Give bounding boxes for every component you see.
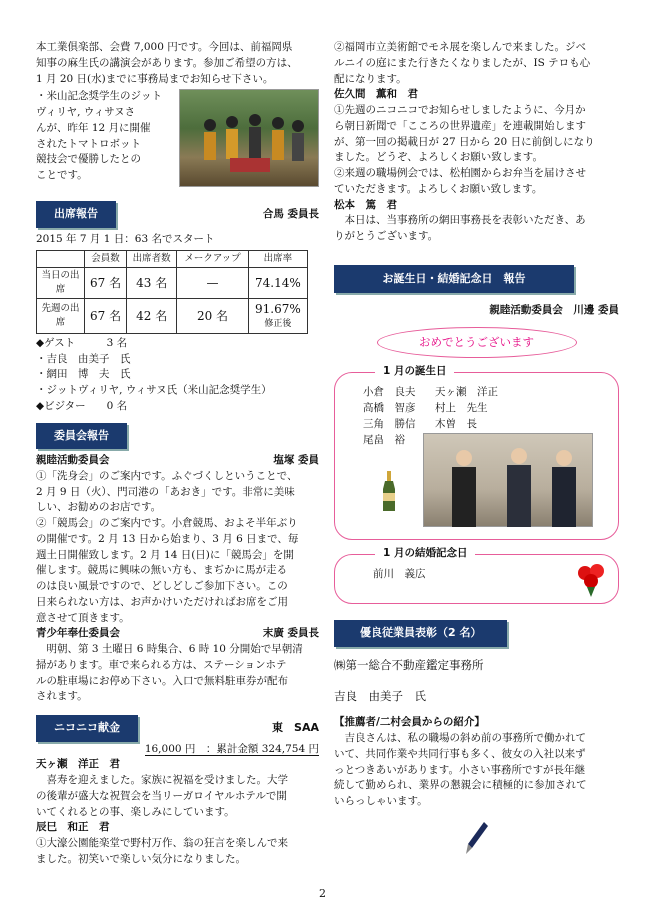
text-line: ルの駐車場にお停め下さい。入口で無料駐車券が配布 (36, 674, 288, 687)
text-line: の後輩が盛大な祝賀会を当リーガロイヤルホテルで開 (36, 789, 287, 802)
champagne-bottle-icon (379, 471, 399, 513)
right-column (334, 40, 619, 862)
committee-section (36, 423, 319, 706)
text-line: ら朝日新聞で「こころの世界遺産」を連載開始します (334, 119, 586, 132)
cell-attendees: 43 名 (127, 267, 177, 299)
scholar-line: んが、昨年 12 月に開催 (36, 121, 151, 134)
guest-item: ・網田 博 夫 氏 (36, 368, 131, 381)
cell-rate: 74.14% (248, 267, 307, 299)
text-line: いてくれるとの事、楽しみにしています。 (36, 805, 235, 818)
page-number: 2 (319, 887, 326, 900)
committee-header: 委員会報告 (36, 423, 127, 450)
birthday-name: 村上 先生 (435, 402, 488, 414)
group-people-icon (180, 90, 320, 188)
intro-line-3: 1 月 20 日(水)までに事務局までお知らせ下さい。 (36, 72, 274, 85)
text-line: ました。どうぞ、よろしくお願い致します。 (334, 151, 543, 164)
pen-icon (464, 820, 490, 856)
table-header-row (37, 250, 308, 267)
attendance-date: 2015 年 7 月 1 日：63 名でスタート (36, 232, 215, 245)
attendance-reporter: 合馬 委員長 (262, 208, 319, 221)
nikoniko-amount: 16,000 円 ：累計金額 324,754 円 (144, 742, 319, 755)
cell-members: 67 名 (85, 299, 127, 334)
text-line: っとつきあいがあります。小さい事務所ですが長年継 (334, 763, 585, 776)
rose-bouquet-icon (573, 559, 609, 599)
scholar-block (36, 89, 319, 187)
intro-line-2: 知事の麻生氏の講演会があります。参加ご希望の方は、 (36, 56, 298, 69)
intro-line-1: 本工業俱楽部、会費 7,000 円です。今回は、前福岡県 (36, 41, 293, 53)
birthday-name: 尾畠 裕 (363, 433, 405, 446)
text-line: されます。 (36, 690, 88, 703)
text-line: 本日は、当事務所の網田事務長を表彰いただき、あ (334, 214, 586, 227)
scholar-line: されたトマトロボット (36, 137, 141, 150)
birthday-photo (423, 433, 593, 527)
text-line: ②来週の職場例会では、松柏園からお弁当を届けさせ (334, 167, 586, 179)
text-line: いて、共同作業や共同行事も多く、彼女の入社以来ず (334, 747, 586, 760)
text-line: 喜寿を迎えました。家族に祝福を受けました。大学 (36, 774, 288, 786)
text-line: ②福岡市立美術館でモネ展を楽しんで来ました。ジベ (334, 41, 586, 53)
text-line: の開催です。2 月 13 日から始まり、3 月 6 日まで、毎 (36, 532, 299, 545)
award-section (334, 620, 619, 861)
committee2-title: 青少年奉仕委員会 (36, 627, 120, 640)
table-row (37, 267, 308, 299)
scholar-text (36, 89, 176, 187)
birthday-box (334, 365, 619, 540)
table-header: 会員数 (85, 250, 127, 267)
text-line: 続して勤められ、業界の懇親会に積極的に参加されて (334, 779, 587, 792)
text-line: が、第一回の掲載日が 27 日から 20 日に前倒しになり (334, 135, 595, 148)
text-line: 2 月 9 日（火）、門司港の「あおき」です。非常に美味 (36, 485, 295, 498)
table-header (37, 250, 85, 267)
award-intro-title: 【推薦者/二村会員からの紹介】 (334, 716, 485, 729)
text-line: しい、お勧めのお店です。 (36, 501, 162, 514)
committee2-person: 末廣 委員長 (262, 627, 319, 640)
text-line: 週土日開催致します。2 月 14 日(日)に「競馬会」を開 (36, 548, 294, 561)
birthday-month-label: 1 月の誕生日 (375, 364, 454, 380)
award-company: ㈱第一総合不動産鑑定事務所 (334, 657, 484, 672)
scholar-line: 競技会で優勝したとの (36, 153, 141, 166)
guests-count: ◆ゲスト 3 名 (36, 336, 128, 349)
text-line: いらっしゃいます。 (334, 795, 428, 807)
nikoniko-person: 東 SAA (272, 721, 319, 734)
anniversary-box (334, 547, 619, 604)
guest-item: ・ジットヴィリヤ, ウィサヌ氏（米山記念奨学生） (36, 384, 272, 396)
text-line: 日来られない方は、お声かけいただければお席をご用 (36, 595, 288, 608)
text-line: ①先週のニコニコでお知らせしましたように、今月か (334, 104, 586, 116)
birthday-name: 天ヶ瀬 洋正 (435, 386, 498, 399)
birthday-name: 木曽 長 (435, 417, 477, 430)
attendance-table (36, 250, 308, 334)
table-header: 出席率 (248, 250, 307, 267)
cell-attendees: 42 名 (127, 299, 177, 334)
attendance-section (36, 193, 319, 414)
birthday-header: お誕生日・結婚記念日 報告 (334, 265, 574, 294)
text-line: りがとうございます。 (334, 230, 439, 242)
robot-contest-photo (179, 89, 319, 187)
birthday-name: 高橋 智彦 (363, 402, 416, 414)
scholar-line: ・米山記念奨学生のジット (36, 90, 162, 103)
cell-members: 67 名 (85, 267, 127, 299)
nikoniko-section (36, 715, 319, 868)
text-line: 催します。競馬に興味の無い方も、まぢかに馬が走る (36, 564, 288, 577)
scholar-line: ことです。 (36, 169, 88, 181)
donor3-name: 佐久間 薫和 君 (334, 88, 418, 101)
text-line: ①「洗身会」のご案内です。ふぐづくしということで、 (36, 469, 298, 482)
row-label: 当日の出席 (37, 267, 85, 299)
cell-rate: 91.67% 修正後 (248, 299, 307, 334)
donor2-name: 辰巳 和正 君 (36, 821, 110, 834)
text-line: のは良い風景ですので、どしどしご参加下さい。この (36, 580, 288, 592)
text-line: ました。初笑いで楽しい気分になりました。 (36, 852, 246, 865)
birthday-name: 小倉 良夫 (363, 386, 416, 399)
three-men-icon (424, 434, 594, 528)
anniversary-label: 1 月の結婚記念日 (375, 546, 475, 562)
text-line: ②「競馬会」のご案内です。小倉競馬、およそ半年ぶり (36, 517, 298, 529)
text-line: ていただきます。よろしくお願い致します。 (334, 182, 543, 195)
table-header: メークアップ (177, 250, 249, 267)
guest-item: ・吉良 由美子 氏 (36, 352, 131, 365)
text-line: 掃があります。車で来られる方は、ステーションホテ (36, 658, 287, 671)
table-header: 出席者数 (127, 250, 177, 267)
birthday-reporter: 親睦活動委員会 川邊 委員 (489, 304, 619, 317)
congrats-banner: おめでとうございます (377, 327, 577, 358)
row-label: 先週の出席 (37, 299, 85, 334)
text-line: 意させて頂きます。 (36, 611, 130, 624)
left-column (36, 40, 319, 868)
committee1-title: 親睦活動委員会 (36, 454, 110, 466)
birthday-section (334, 265, 619, 605)
donor1-name: 天ヶ瀬 洋正 君 (36, 758, 120, 771)
visitor-count: ◆ビジター 0 名 (36, 399, 128, 412)
award-header: 優良従業員表彰（2 名） (334, 620, 507, 647)
text-line: 吉良さんは、私の職場の斜め前の事務所で働かれて (334, 732, 586, 744)
committee1-person: 塩塚 委員 (273, 454, 319, 466)
text-line: 配になります。 (334, 72, 407, 85)
award-person: 吉良 由美子 氏 (334, 689, 426, 703)
anniversary-name: 前川 義広 (373, 568, 426, 581)
text-line: 明朝、第 3 土曜日 6 時集合、6 時 10 分開始で早朝清 (36, 643, 303, 655)
attendance-header: 出席報告 (36, 201, 116, 228)
table-row (37, 299, 308, 334)
cell-makeup: — (177, 267, 249, 299)
text-line: ルニイの庭にまた行きたくなりましたが、IS テロも心 (334, 56, 591, 69)
text-line: ①大濠公園能楽堂で野村万作、翁の狂言を楽しんで来 (36, 837, 288, 849)
donor4-name: 松本 篤 君 (334, 198, 397, 211)
nikoniko-header: ニコニコ献金 (36, 715, 138, 742)
birthday-name: 三角 勝信 (363, 417, 416, 430)
cell-makeup: 20 名 (177, 299, 249, 334)
scholar-line: ヴィリヤ, ウィサヌさ (36, 106, 136, 118)
